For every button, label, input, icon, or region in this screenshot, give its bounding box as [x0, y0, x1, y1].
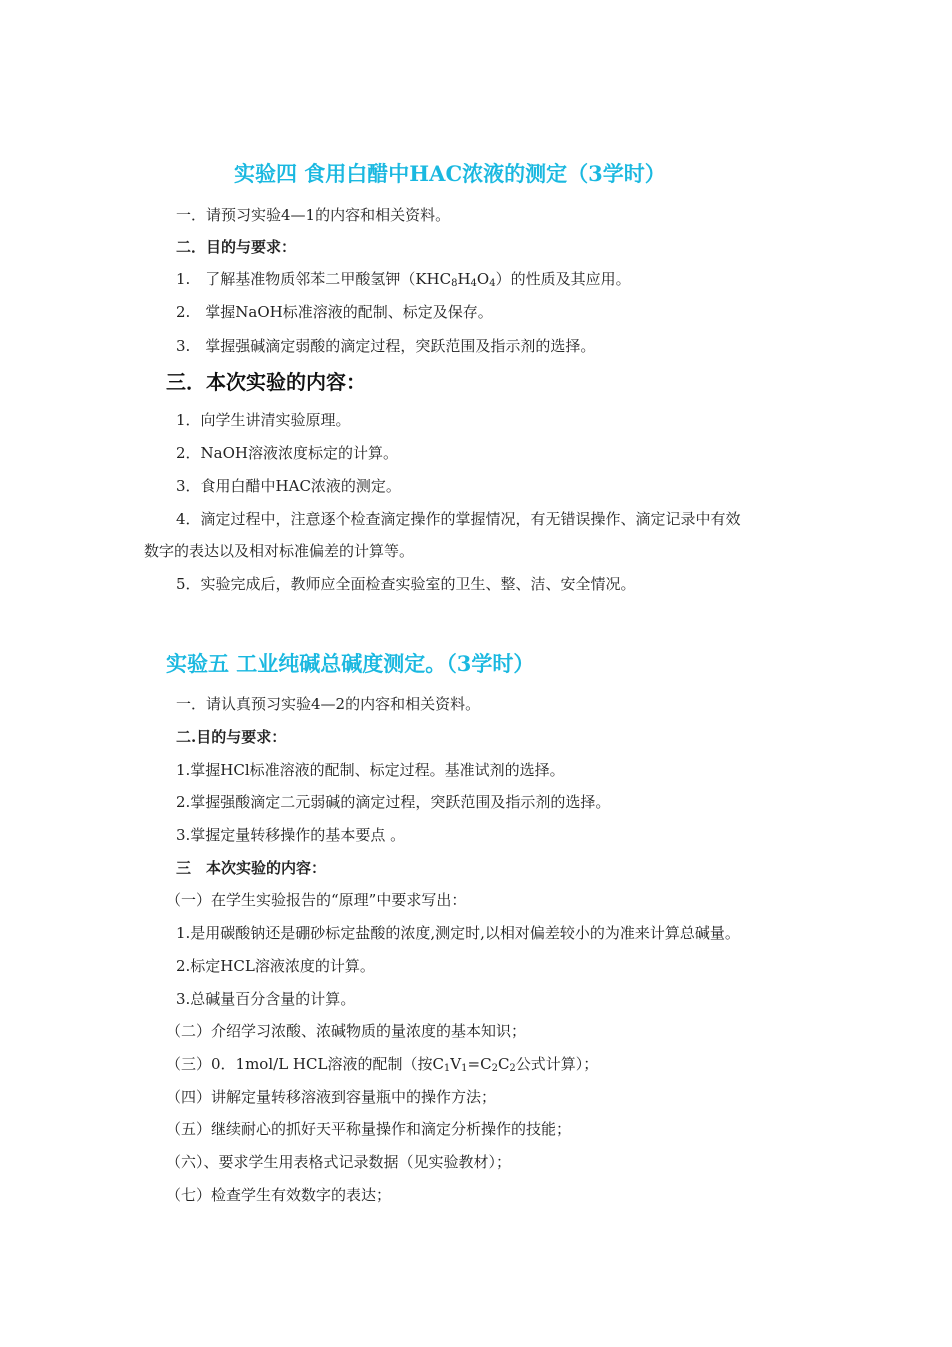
exp4-item-1: 1．向学生讲清实验原理。 [176, 411, 351, 429]
exp4-item-5: 5．实验完成后，教师应全面检查实验室的卫生、整、洁、安全情况。 [176, 575, 636, 593]
exp5-part-6: （六）、要求学生用表格式记录数据（见实验教材）； [166, 1153, 512, 1171]
exp5-prep: 一．请认真预习实验4—2的内容和相关资料。 [176, 695, 481, 713]
exp5-part-1: （一）在学生实验报告的“原理”中要求写出： [166, 891, 467, 909]
exp4-item-4a: 4．滴定过程中，注意逐个检查滴定操作的掌握情况，有无错误操作、滴定记录中有效 [176, 510, 741, 528]
exp4-goal-3: 3. 掌握强碱滴定弱酸的滴定过程，突跃范围及指示剂的选择。 [176, 337, 596, 355]
exp5-goal-3: 3.掌握定量转移操作的基本要点 。 [176, 826, 406, 844]
exp5-sub-3: 3.总碱量百分含量的计算。 [176, 990, 356, 1008]
exp4-goals-heading: 二．目的与要求： [176, 238, 297, 256]
exp5-sub-2: 2.标定HCL溶液浓度的计算。 [176, 957, 375, 975]
exp4-title: 实验四 食用白醋中HAC浓液的测定（3学时） [234, 161, 666, 186]
exp5-part-4: （四）讲解定量转移溶液到容量瓶中的操作方法； [166, 1088, 497, 1106]
exp5-part-5: （五）继续耐心的抓好天平称量操作和滴定分析操作的技能； [166, 1120, 572, 1138]
exp4-item-4b: 数字的表达以及相对标准偏差的计算等。 [144, 542, 415, 560]
exp5-goal-1: 1.掌握HCl标准溶液的配制、标定过程。基准试剂的选择。 [176, 761, 565, 779]
exp5-part-3: （三）0．1mol/L HCL溶液的配制（按$C_1V_1=C_2C_2$公式计算）； [166, 1055, 599, 1074]
exp5-part-7: （七）检查学生有效数字的表达； [166, 1186, 392, 1204]
exp5-part-2: （二）介绍学习浓酸、浓碱物质的量浓度的基本知识； [166, 1022, 527, 1040]
exp5-title: 实验五 工业纯碱总碱度测定。（3学时） [166, 651, 535, 676]
exp4-prep: 一．请预习实验4—1的内容和相关资料。 [176, 206, 451, 224]
exp4-item-3: 3．食用白醋中HAC浓液的测定。 [176, 477, 401, 495]
exp5-goals-heading: 二.目的与要求： [176, 728, 287, 746]
exp5-goal-2: 2.掌握强酸滴定二元弱碱的滴定过程，突跃范围及指示剂的选择。 [176, 793, 611, 811]
exp5-sub-1: 1.是用碳酸钠还是硼砂标定盐酸的浓度,测定时,以相对偏差较小的为准来计算总碱量。 [176, 924, 740, 942]
exp4-item-2: 2．NaOH溶液浓度标定的计算。 [176, 444, 398, 462]
exp4-goal-2: 2. 掌握NaOH标准溶液的配制、标定及保存。 [176, 303, 493, 321]
exp4-content-heading: 三．本次实验的内容： [166, 370, 366, 394]
exp5-content-heading: 三 本次实验的内容： [176, 859, 327, 877]
exp4-goal-1: 1. 了解基准物质邻苯二甲酸氢钾$(KHC_8H_4O_4)$的性质及其应用。 [176, 270, 631, 289]
